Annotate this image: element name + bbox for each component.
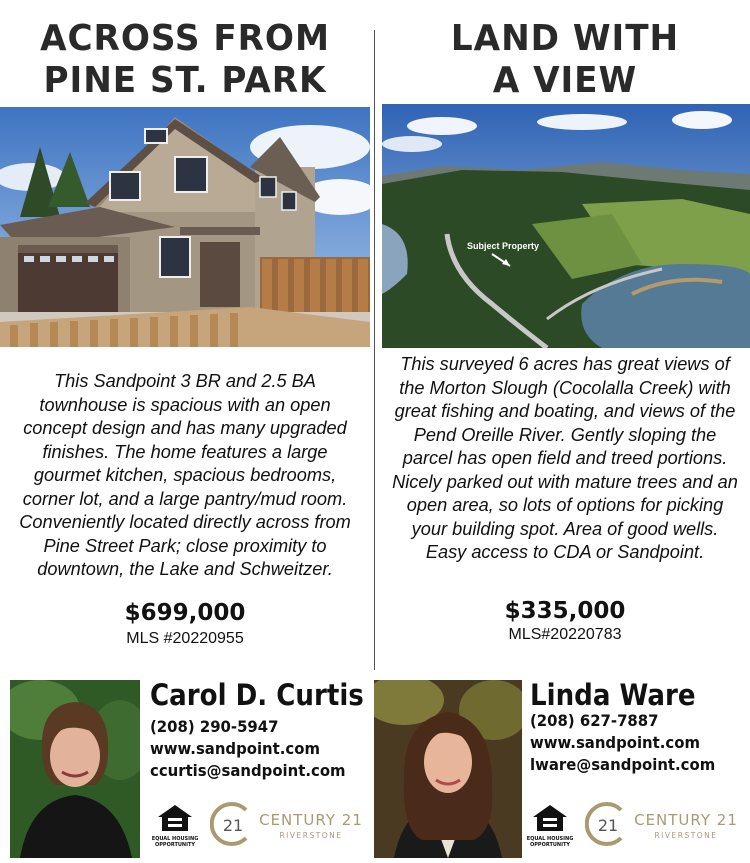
townhouse-photo xyxy=(0,107,370,347)
headline-line-1: ACROSS FROM xyxy=(40,18,330,59)
land-aerial-photo xyxy=(382,104,750,348)
century21-wordmark xyxy=(631,812,741,840)
listing-description: This Sandpoint 3 BR and 2.5 BA townhouse is spacious with an open concept design and has many upgraded finishes. The home features a large gourmet kitchen, spacious bedrooms, corner lot, and a large pantry/mud room. Conveniently located directly across from Pine Street Park; close proximity to downtown, the Lake and Schweitzer. xyxy=(19,371,351,579)
svg-text:21: 21 xyxy=(597,816,619,835)
equal-housing-label: EQUAL HOUSING OPPORTUNITY xyxy=(151,836,199,848)
agent-photo xyxy=(10,680,140,858)
agent-email[interactable]: lware@sandpoint.com xyxy=(530,755,716,774)
agent-contact xyxy=(150,716,346,782)
listing-headline xyxy=(9,18,361,102)
mls-number: MLS#20220783 xyxy=(508,626,622,643)
svg-text:21: 21 xyxy=(222,816,244,835)
century21-brand: CENTURY 21 xyxy=(634,811,738,829)
agent-website[interactable]: www.sandpoint.com xyxy=(150,739,320,758)
agent-website[interactable]: www.sandpoint.com xyxy=(530,733,700,752)
mls-number: MLS #20220955 xyxy=(126,630,244,647)
century21-seal-icon xyxy=(585,800,629,848)
subject-property-label: Subject Property xyxy=(467,241,540,251)
century21-office: RIVERSTONE xyxy=(654,831,718,840)
agent-photo xyxy=(374,680,522,858)
headline-line-2: A VIEW xyxy=(492,60,638,101)
equal-housing-logo xyxy=(150,804,200,848)
agent-name: Carol D. Curtis xyxy=(150,678,364,712)
listing-description: This surveyed 6 acres has great views of the Morton Slough (Cocolalla Creek) with great fishing and boating, and views of the Pend Oreille River. Gently sloping the parcel has open field and treed portions. Nicely parked out with mature trees and an open area, so lots of options for picking your building spot. Area of good wells. Easy access to CDA or Sandpoint. xyxy=(392,354,738,562)
century21-brand: CENTURY 21 xyxy=(259,811,363,829)
century21-office: RIVERSTONE xyxy=(279,831,343,840)
century21-seal-icon xyxy=(210,800,254,848)
listing-headline xyxy=(389,18,741,102)
column-divider xyxy=(374,30,375,670)
agent-contact xyxy=(530,710,715,776)
agent-phone[interactable]: (208) 290-5947 xyxy=(150,717,279,736)
equal-housing-icon xyxy=(157,804,193,832)
equal-housing-icon xyxy=(532,804,568,832)
listing-price: $335,000 xyxy=(504,598,626,624)
listing-price: $699,000 xyxy=(124,600,246,626)
agent-phone[interactable]: (208) 627-7887 xyxy=(530,711,659,730)
agent-email[interactable]: ccurtis@sandpoint.com xyxy=(150,761,346,780)
agent-name: Linda Ware xyxy=(530,678,696,712)
headline-line-1: LAND WITH xyxy=(450,18,680,59)
century21-wordmark xyxy=(256,812,366,840)
equal-housing-label: EQUAL HOUSING OPPORTUNITY xyxy=(526,836,574,848)
equal-housing-logo xyxy=(525,804,575,848)
headline-line-2: PINE ST. PARK xyxy=(43,60,327,101)
